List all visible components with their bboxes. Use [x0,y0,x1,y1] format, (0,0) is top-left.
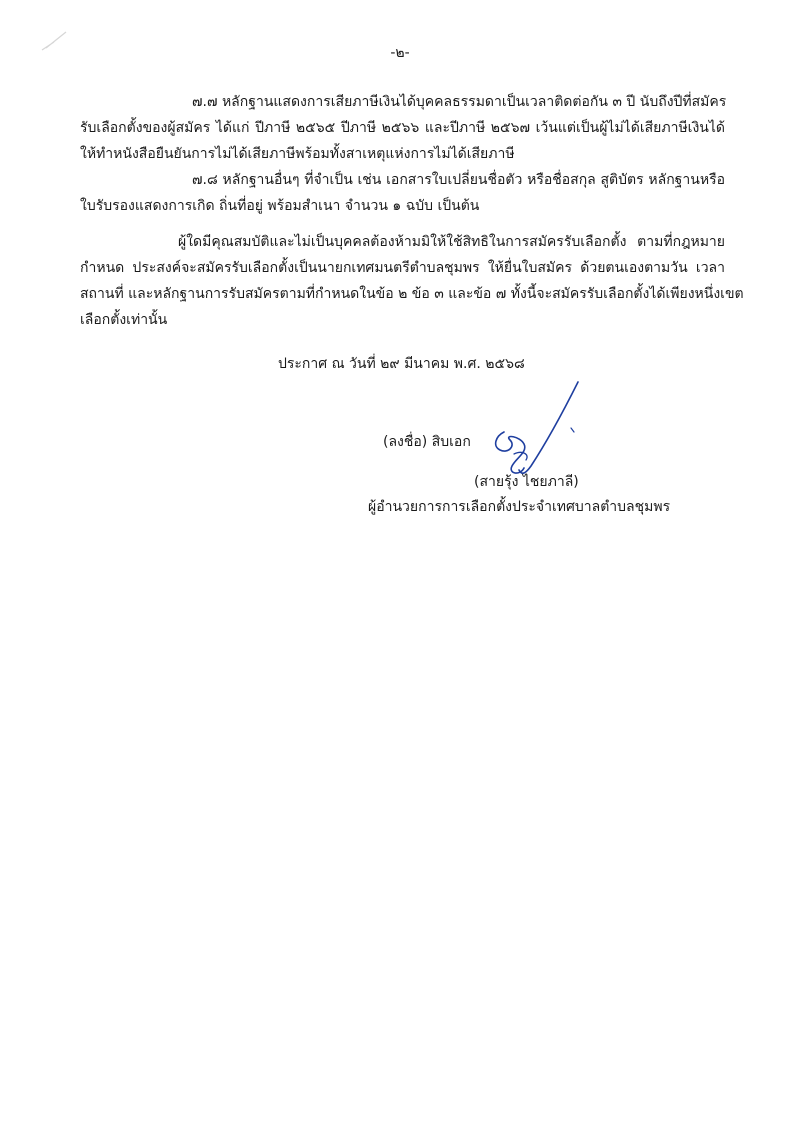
paragraph-line-2: กำหนด ประสงค์จะสมัครรับเลือกตั้งเป็นนายกเทศมนตรีตำบลชุมพร ให้ยื่นใบสมัคร ด้วยตนเองตามวัน เวลา [80,260,725,276]
item-7-7-line-1: ๗.๗ หลักฐานแสดงการเสียภาษีเงินได้บุคคลธรรมดาเป็นเวลาติดต่อกัน ๓ ปี นับถึงปีที่สมัคร [192,94,727,110]
item-7-7-line-3: ให้ทำหนังสือยืนยันการไม่ได้เสียภาษีพร้อมทั้งสาเหตุแห่งการไม่ได้เสียภาษี [80,146,515,162]
paragraph-line-4: เลือกตั้งเท่านั้น [80,312,168,328]
signed-label: (ลงชื่อ) สิบเอก [383,434,471,450]
paragraph-line-3: สถานที่ และหลักฐานการรับสมัครตามที่กำหนดในข้อ ๒ ข้อ ๓ และข้อ ๗ ทั้งนี้จะสมัครรับเลือกตั้งได้เพียงหนึ่งเขต [80,286,744,302]
signer-position: ผู้อำนวยการการเลือกตั้งประจำเทศบาลตำบลชุมพร [368,499,671,515]
signer-name: (สายรุ้ง ไชยภาลี) [474,474,579,490]
announcement-date: ประกาศ ณ วันที่ ๒๙ มีนาคม พ.ศ. ๒๕๖๘ [278,356,525,372]
paragraph-line-1: ผู้ใดมีคุณสมบัติและไม่เป็นบุคคลต้องห้ามมิให้ใช้สิทธิในการสมัครรับเลือกตั้ง ตามที่กฎหมาย [178,234,725,250]
page-number: -๒- [390,45,410,61]
item-7-7-line-2: รับเลือกตั้งของผู้สมัคร ได้แก่ ปีภาษี ๒๕๖๕ ปีภาษี ๒๕๖๖ และปีภาษี ๒๕๖๗ เว้นแต่เป็นผู้ไม่ได้เสียภาษีเงินได้ [80,120,725,136]
item-7-8-line-1: ๗.๘ หลักฐานอื่นๆ ที่จำเป็น เช่น เอกสารใบเปลี่ยนชื่อตัว หรือชื่อสกุล สูติบัตร หลักฐานหรือ [192,172,725,188]
item-7-8-line-2: ใบรับรองแสดงการเกิด ถิ่นที่อยู่ พร้อมสำเนา จำนวน ๑ ฉบับ เป็นต้น [80,198,480,214]
